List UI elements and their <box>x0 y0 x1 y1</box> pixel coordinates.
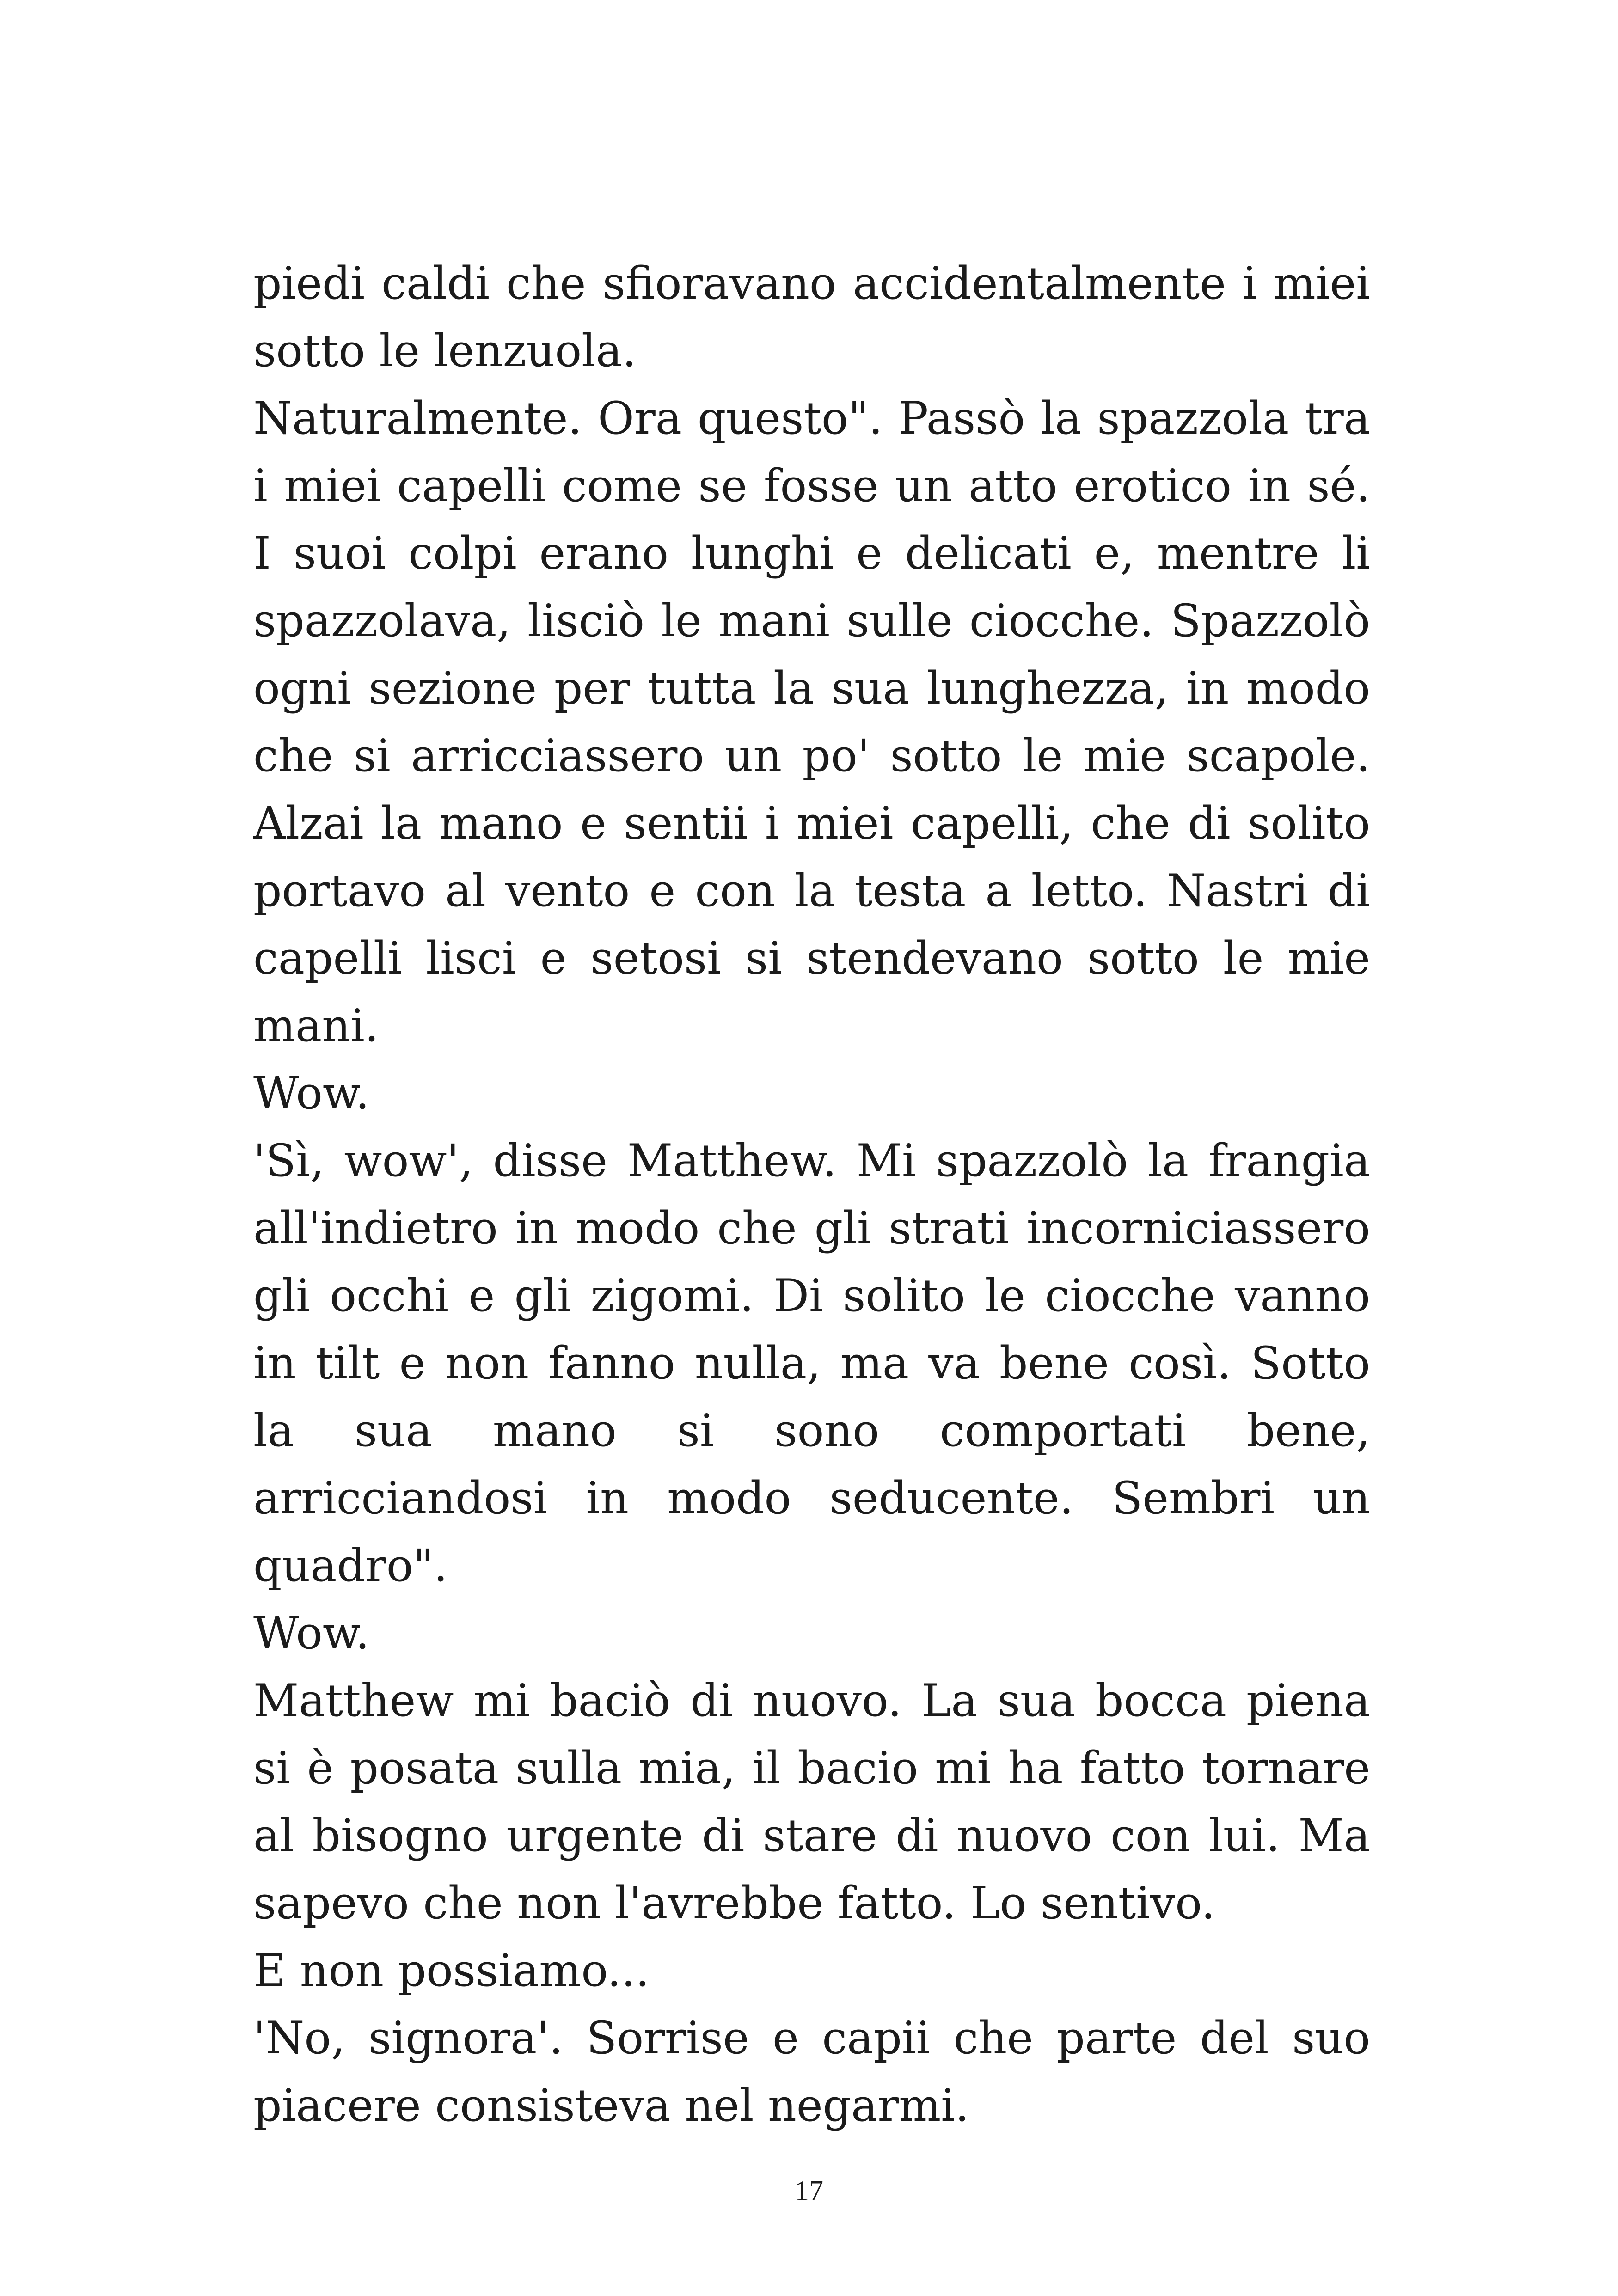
page-number: 17 <box>795 2175 823 2207</box>
paragraph-7: E non possiamo... <box>253 1945 650 1996</box>
paragraph-6: Matthew mi baciò di nuovo. La sua bocca piena si è posata sulla mia, il bacio mi ha fatto tornare al bisogno urgente di stare di nuovo con lui. Ma sapevo che non l'avrebbe fatto. Lo sentivo. <box>253 1675 1370 1929</box>
paragraph-2: Naturalmente. Ora questo". Passò la spazzola tra i miei capelli come se fosse un atto erotico in sé. I suoi colpi erano lunghi e delicati e, mentre li spazzolava, lisciò le mani sulle ciocche. Spazzolò ogni sezione per tutta la sua lunghezza, in modo che si arricciassero un po' sotto le mie scapole. Alzai la mano e sentii i miei capelli, che di solito portavo al vento e con la testa a letto. Nastri di capelli lisci e setosi si stendevano sotto le mie mani. <box>253 392 1370 1052</box>
paragraph-5: Wow. <box>253 1607 370 1659</box>
body-text <box>253 250 1370 2139</box>
paragraph-8: 'No, signora'. Sorrise e capii che parte del suo piacere consisteva nel negarmi. <box>253 2012 1370 2131</box>
paragraph-4: 'Sì, wow', disse Matthew. Mi spazzolò la frangia all'indietro in modo che gli strati incorniciassero gli occhi e gli zigomi. Di solito le ciocche vanno in tilt e non fanno nulla, ma va bene così. Sotto la sua mano si sono comportati bene, arricciandosi in modo seducente. Sembri un quadro". <box>253 1135 1370 1592</box>
paragraph-3: Wow. <box>253 1067 370 1119</box>
paragraph-1: piedi caldi che sfioravano accidentalmente i miei sotto le lenzuola. <box>253 257 1370 377</box>
